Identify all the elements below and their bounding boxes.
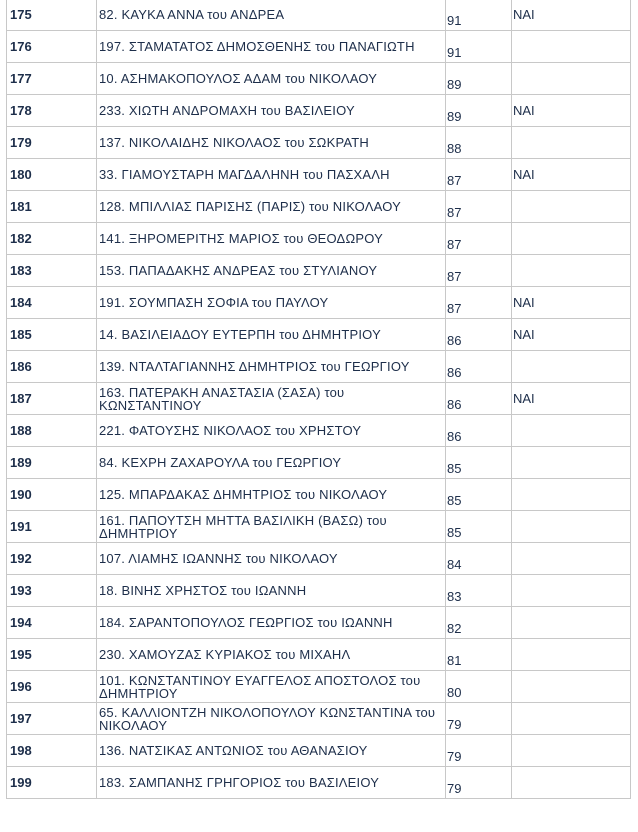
rank-cell: 182 (7, 223, 97, 255)
score-cell: 79 (446, 703, 512, 735)
name-cell: 184. ΣΑΡΑΝΤΟΠΟΥΛΟΣ ΓΕΩΡΓΙΟΣ του ΙΩΑΝΝΗ (97, 607, 446, 639)
rank-cell: 190 (7, 479, 97, 511)
flag-cell: ΝΑΙ (512, 383, 631, 415)
score-cell: 79 (446, 767, 512, 799)
rank-cell: 198 (7, 735, 97, 767)
flag-cell (512, 63, 631, 95)
flag-cell (512, 127, 631, 159)
score-cell: 86 (446, 319, 512, 351)
table-row (7, 735, 631, 767)
score-cell: 80 (446, 671, 512, 703)
table-row (7, 479, 631, 511)
flag-cell (512, 671, 631, 703)
name-cell: 101. ΚΩΝΣΤΑΝΤΙΝΟΥ ΕΥΑΓΓΕΛΟΣ ΑΠΟΣΤΟΛΟΣ του ΔΗΜΗΤΡΙΟΥ (97, 671, 446, 703)
score-cell: 79 (446, 735, 512, 767)
results-table-body (7, 0, 631, 799)
flag-cell (512, 703, 631, 735)
score-cell: 87 (446, 223, 512, 255)
table-row (7, 223, 631, 255)
name-cell: 128. ΜΠΙΛΛΙΑΣ ΠΑΡΙΣΗΣ (ΠΑΡΙΣ) του ΝΙΚΟΛΑΟΥ (97, 191, 446, 223)
score-cell: 86 (446, 383, 512, 415)
table-row (7, 255, 631, 287)
rank-cell: 180 (7, 159, 97, 191)
rank-cell: 189 (7, 447, 97, 479)
table-row (7, 319, 631, 351)
rank-cell: 186 (7, 351, 97, 383)
name-cell: 33. ΓΙΑΜΟΥΣΤΑΡΗ ΜΑΓΔΑΛΗΝΗ του ΠΑΣΧΑΛΗ (97, 159, 446, 191)
table-row (7, 671, 631, 703)
table-row (7, 0, 631, 31)
name-cell: 163. ΠΑΤΕΡΑΚΗ ΑΝΑΣΤΑΣΙΑ (ΣΑΣΑ) του ΚΩΝΣΤΑΝΤΙΝΟΥ (97, 383, 446, 415)
rank-cell: 179 (7, 127, 97, 159)
name-cell: 230. ΧΑΜΟΥΖΑΣ ΚΥΡΙΑΚΟΣ του ΜΙΧΑΗΛ (97, 639, 446, 671)
table-row (7, 31, 631, 63)
score-cell: 86 (446, 415, 512, 447)
name-cell: 84. ΚΕΧΡΗ ΖΑΧΑΡΟΥΛΑ του ΓΕΩΡΓΙΟΥ (97, 447, 446, 479)
score-cell: 89 (446, 63, 512, 95)
rank-cell: 185 (7, 319, 97, 351)
flag-cell (512, 31, 631, 63)
flag-cell (512, 543, 631, 575)
score-cell: 88 (446, 127, 512, 159)
rank-cell: 181 (7, 191, 97, 223)
flag-cell (512, 255, 631, 287)
table-row (7, 127, 631, 159)
name-cell: 107. ΛΙΑΜΗΣ ΙΩΑΝΝΗΣ του ΝΙΚΟΛΑΟΥ (97, 543, 446, 575)
table-row (7, 191, 631, 223)
flag-cell (512, 351, 631, 383)
score-cell: 87 (446, 287, 512, 319)
name-cell: 191. ΣΟΥΜΠΑΣΗ ΣΟΦΙΑ του ΠΑΥΛΟΥ (97, 287, 446, 319)
score-cell: 91 (446, 0, 512, 31)
rank-cell: 193 (7, 575, 97, 607)
table-row (7, 383, 631, 415)
rank-cell: 177 (7, 63, 97, 95)
name-cell: 14. ΒΑΣΙΛΕΙΑΔΟΥ ΕΥΤΕΡΠΗ του ΔΗΜΗΤΡΙΟΥ (97, 319, 446, 351)
score-cell: 86 (446, 351, 512, 383)
table-row (7, 63, 631, 95)
score-cell: 85 (446, 447, 512, 479)
rank-cell: 196 (7, 671, 97, 703)
score-cell: 89 (446, 95, 512, 127)
table-row (7, 639, 631, 671)
flag-cell (512, 639, 631, 671)
table-row (7, 95, 631, 127)
rank-cell: 195 (7, 639, 97, 671)
name-cell: 153. ΠΑΠΑΔΑΚΗΣ ΑΝΔΡΕΑΣ του ΣΤΥΛΙΑΝΟΥ (97, 255, 446, 287)
flag-cell (512, 735, 631, 767)
name-cell: 10. ΑΣΗΜΑΚΟΠΟΥΛΟΣ ΑΔΑΜ του ΝΙΚΟΛΑΟΥ (97, 63, 446, 95)
flag-cell (512, 511, 631, 543)
score-cell: 87 (446, 159, 512, 191)
flag-cell: ΝΑΙ (512, 319, 631, 351)
name-cell: 137. ΝΙΚΟΛΑΙΔΗΣ ΝΙΚΟΛΑΟΣ του ΣΩΚΡΑΤΗ (97, 127, 446, 159)
flag-cell (512, 575, 631, 607)
flag-cell (512, 607, 631, 639)
name-cell: 139. ΝΤΑΛΤΑΓΙΑΝΝΗΣ ΔΗΜΗΤΡΙΟΣ του ΓΕΩΡΓΙΟΥ (97, 351, 446, 383)
rank-cell: 176 (7, 31, 97, 63)
score-cell: 91 (446, 31, 512, 63)
name-cell: 221. ΦΑΤΟΥΣΗΣ ΝΙΚΟΛΑΟΣ του ΧΡΗΣΤΟΥ (97, 415, 446, 447)
flag-cell (512, 223, 631, 255)
table-row (7, 415, 631, 447)
table-row (7, 607, 631, 639)
score-cell: 84 (446, 543, 512, 575)
name-cell: 197. ΣΤΑΜΑΤΑΤΟΣ ΔΗΜΟΣΘΕΝΗΣ του ΠΑΝΑΓΙΩΤΗ (97, 31, 446, 63)
flag-cell: ΝΑΙ (512, 95, 631, 127)
rank-cell: 197 (7, 703, 97, 735)
flag-cell: ΝΑΙ (512, 287, 631, 319)
name-cell: 233. ΧΙΩΤΗ ΑΝΔΡΟΜΑΧΗ του ΒΑΣΙΛΕΙΟΥ (97, 95, 446, 127)
rank-cell: 175 (7, 0, 97, 31)
flag-cell (512, 415, 631, 447)
rank-cell: 187 (7, 383, 97, 415)
rank-cell: 199 (7, 767, 97, 799)
table-row (7, 575, 631, 607)
name-cell: 183. ΣΑΜΠΑΝΗΣ ΓΡΗΓΟΡΙΟΣ του ΒΑΣΙΛΕΙΟΥ (97, 767, 446, 799)
rank-cell: 178 (7, 95, 97, 127)
score-cell: 81 (446, 639, 512, 671)
table-row (7, 511, 631, 543)
flag-cell (512, 191, 631, 223)
score-cell: 82 (446, 607, 512, 639)
flag-cell (512, 479, 631, 511)
rank-cell: 194 (7, 607, 97, 639)
flag-cell (512, 447, 631, 479)
table-row (7, 767, 631, 799)
name-cell: 18. ΒΙΝΗΣ ΧΡΗΣΤΟΣ του ΙΩΑΝΝΗ (97, 575, 446, 607)
name-cell: 141. ΞΗΡΟΜΕΡΙΤΗΣ ΜΑΡΙΟΣ του ΘΕΟΔΩΡΟΥ (97, 223, 446, 255)
rank-cell: 183 (7, 255, 97, 287)
score-cell: 83 (446, 575, 512, 607)
table-row (7, 351, 631, 383)
score-cell: 87 (446, 191, 512, 223)
table-row (7, 159, 631, 191)
score-cell: 85 (446, 511, 512, 543)
rank-cell: 184 (7, 287, 97, 319)
name-cell: 82. ΚΑΥΚΑ ΑΝΝΑ του ΑΝΔΡΕΑ (97, 0, 446, 31)
rank-cell: 192 (7, 543, 97, 575)
table-row (7, 543, 631, 575)
name-cell: 65. ΚΑΛΛΙΟΝΤΖΗ ΝΙΚΟΛΟΠΟΥΛΟΥ ΚΩΝΣΤΑΝΤΙΝΑ του ΝΙΚΟΛΑΟΥ (97, 703, 446, 735)
table-row (7, 447, 631, 479)
table-row (7, 703, 631, 735)
results-table (6, 0, 631, 799)
score-cell: 85 (446, 479, 512, 511)
flag-cell: ΝΑΙ (512, 0, 631, 31)
flag-cell: ΝΑΙ (512, 159, 631, 191)
score-cell: 87 (446, 255, 512, 287)
name-cell: 125. ΜΠΑΡΔΑΚΑΣ ΔΗΜΗΤΡΙΟΣ του ΝΙΚΟΛΑΟΥ (97, 479, 446, 511)
name-cell: 136. ΝΑΤΣΙΚΑΣ ΑΝΤΩΝΙΟΣ του ΑΘΑΝΑΣΙΟΥ (97, 735, 446, 767)
rank-cell: 188 (7, 415, 97, 447)
table-row (7, 287, 631, 319)
flag-cell (512, 767, 631, 799)
name-cell: 161. ΠΑΠΟΥΤΣΗ ΜΗΤΤΑ ΒΑΣΙΛΙΚΗ (ΒΑΣΩ) του ΔΗΜΗΤΡΙΟΥ (97, 511, 446, 543)
rank-cell: 191 (7, 511, 97, 543)
